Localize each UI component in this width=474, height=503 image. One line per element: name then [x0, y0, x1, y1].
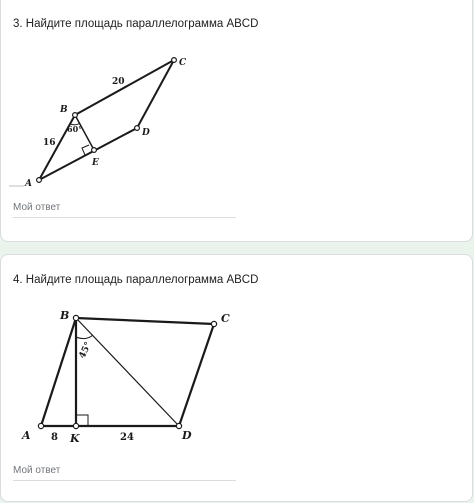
vertex-d-point: [135, 126, 140, 131]
answer-input[interactable]: Мой ответ: [13, 465, 236, 481]
side-ab: [41, 318, 76, 426]
label-side-ab: 16: [43, 138, 56, 148]
label-angle: 45°: [77, 340, 94, 361]
question-card-4: [0, 254, 473, 502]
diagonal-bd: [76, 318, 179, 426]
side-bc: [76, 318, 214, 324]
vertex-e-point: [92, 148, 97, 153]
label-b: B: [60, 105, 68, 115]
label-d: D: [182, 429, 192, 442]
question-title: 4. Найдите площадь параллелограмма ABCD: [13, 274, 259, 286]
label-angle: 60°: [67, 124, 83, 134]
label-d: D: [142, 128, 150, 138]
label-a: A: [25, 179, 32, 189]
label-seg-ak: 8: [51, 432, 58, 443]
angle-arc: [76, 335, 93, 339]
vertex-c-point: [172, 58, 177, 63]
label-b: B: [60, 309, 70, 322]
label-c: C: [221, 312, 230, 325]
label-side-bc: 20: [112, 77, 125, 87]
label-k: K: [70, 432, 80, 445]
label-e: E: [92, 158, 99, 168]
label-a: A: [22, 429, 31, 442]
vertex-c-point: [211, 321, 216, 326]
label-seg-kd: 24: [120, 432, 134, 443]
label-c: C: [179, 58, 187, 68]
vertex-b-point: [73, 113, 78, 118]
vertex-b-point: [73, 315, 78, 320]
side-cd: [179, 324, 214, 426]
vertex-a-point: [37, 178, 42, 183]
vertex-k-point: [73, 423, 78, 428]
vertex-a-point: [38, 423, 43, 428]
answer-input[interactable]: Мой ответ: [13, 202, 236, 218]
vertex-d-point: [176, 423, 181, 428]
question-title: 3. Найдите площадь параллелограмма ABCD: [13, 18, 259, 30]
question-card-3: [0, 0, 473, 242]
